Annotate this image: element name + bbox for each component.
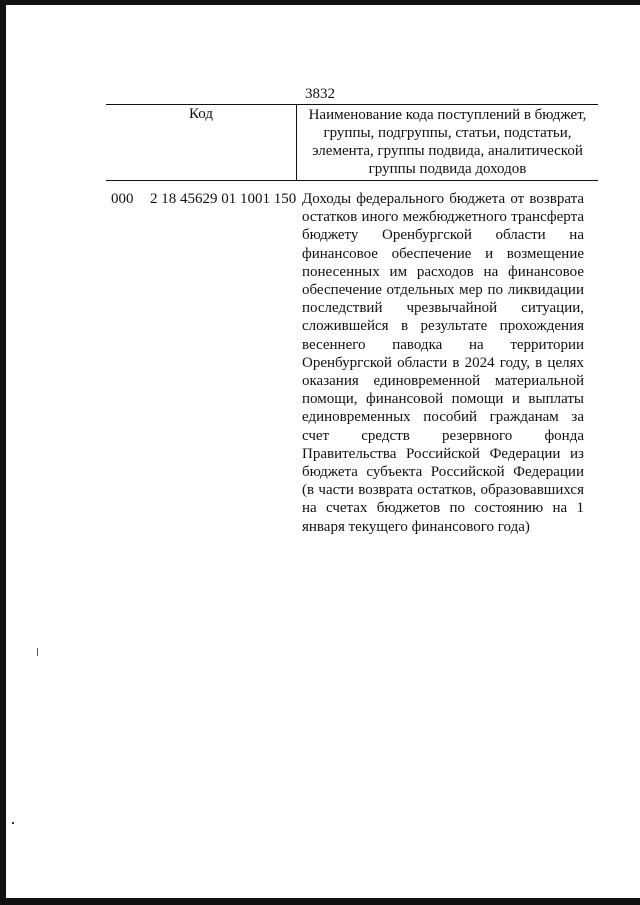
header-code-cell: Код	[106, 105, 297, 181]
scan-edge-left	[0, 0, 6, 905]
scan-edge-bottom	[0, 898, 640, 905]
scan-speck	[37, 648, 38, 656]
page-number: 3832	[305, 86, 335, 102]
income-code: 2 18 45629 01 1001 150	[150, 191, 297, 207]
income-description: Доходы федерального бюджета от возврата остатков иного межбюджетного трансферта бюджету Оренбургской области на финансовое обеспечение и возмещение понесенных им расходов на финансовое обеспечение отдельных мер по ликвидации последствий чрезвычайной ситуации, сложившейся в результате прохождения весеннего паводка на территории Оренбургской области в 2024 году, в целях оказания единовременной материальной помощи, финансовой помощи и выплаты единовременных пособий гражданам за счет средств резервного фонда Правительства Российской Федерации из бюджета субъекта Российской Федерации (в части возврата остатков, образовавшихся на счетах бюджетов по состоянию на 1 января текущего финансового года)	[302, 191, 584, 535]
scan-speck	[12, 822, 14, 824]
scan-edge-top	[0, 0, 640, 5]
header-name-cell: Наименование кода поступлений в бюджет, группы, подгруппы, статьи, подстатьи, элемента, группы подвида, аналитической группы подвида доходов	[297, 105, 599, 181]
admin-code: 000	[111, 191, 134, 207]
table-header	[106, 104, 598, 181]
